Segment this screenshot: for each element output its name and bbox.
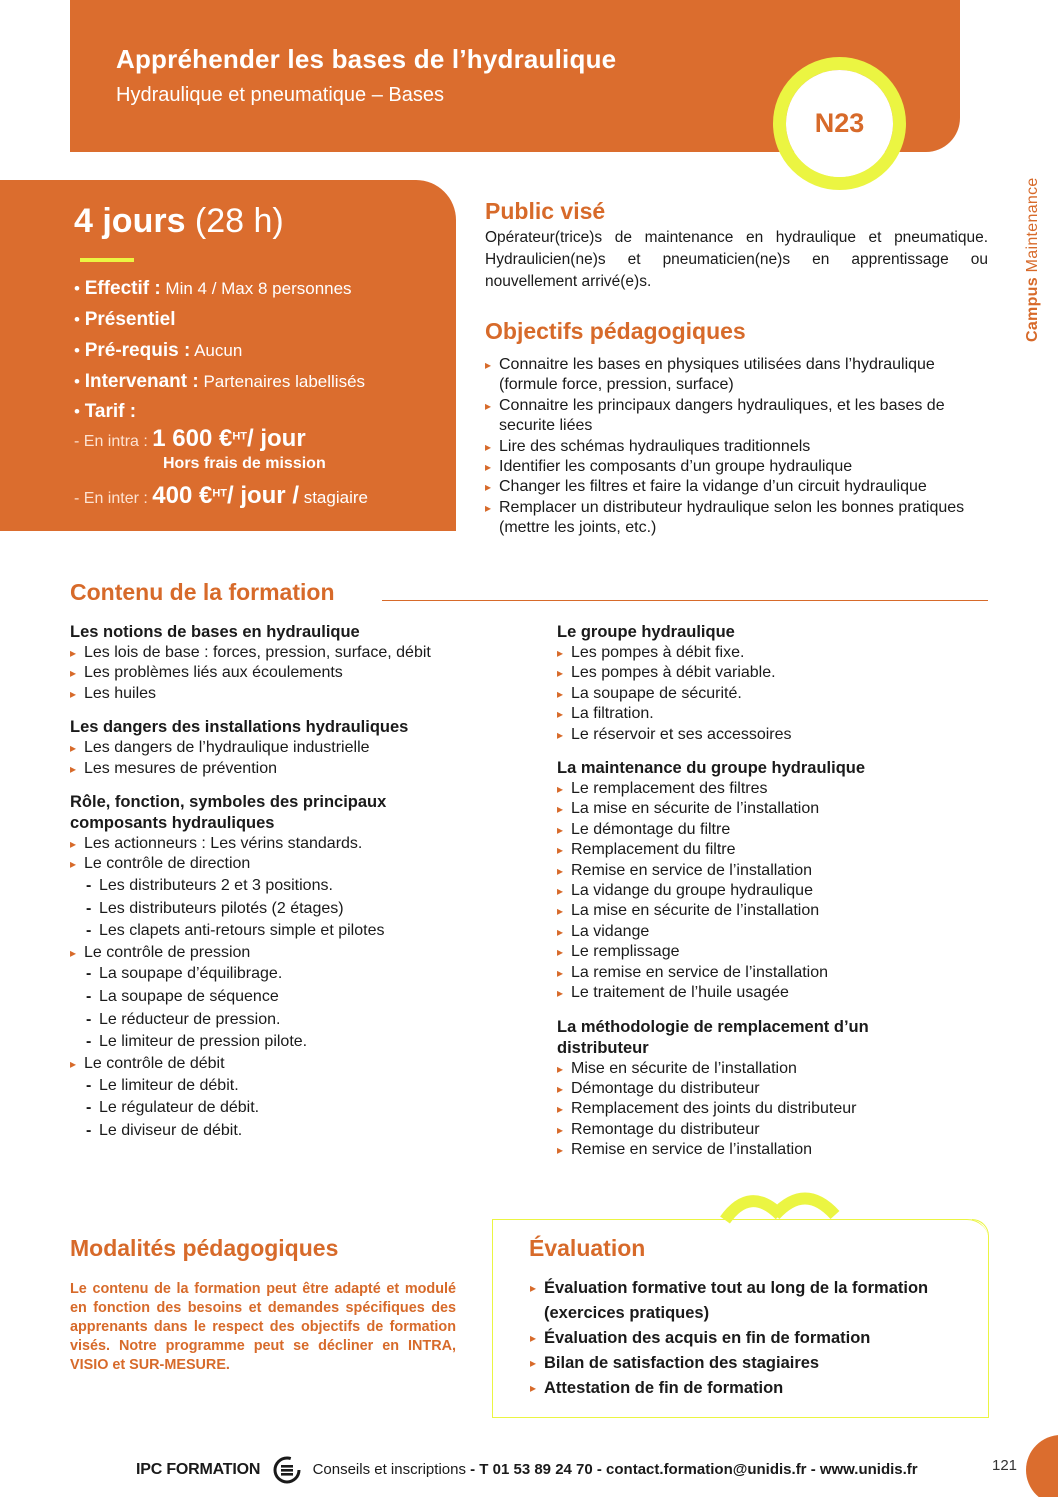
list-item: ▸ La mise en sécurite de l’installation	[557, 901, 987, 921]
list-item: - Le limiteur de débit.	[86, 1075, 500, 1098]
contenu-left-column	[70, 622, 500, 1143]
course-subtitle: Hydraulique et pneumatique – Bases	[116, 84, 444, 106]
objectifs-title: Objectifs pédagogiques	[485, 318, 746, 344]
list-item: - Le diviseur de débit.	[86, 1120, 500, 1143]
list-item: ▸ Remplacement des joints du distributeur	[557, 1099, 987, 1119]
course-info-box	[0, 180, 456, 531]
list-item: ▸ Le remplissage	[557, 942, 987, 962]
footer	[136, 1455, 918, 1485]
list-item: ▸ Lire des schémas hydrauliques traditionnels	[485, 437, 990, 457]
course-title: Appréhender les bases de l’hydraulique	[116, 44, 617, 74]
brand-name: IPC FORMATION	[136, 1460, 261, 1478]
methodo-list	[557, 1059, 987, 1161]
list-item: ▸ Attestation de fin de formation	[530, 1376, 970, 1401]
evaluation-list	[530, 1276, 970, 1401]
list-item: ▸ Remplacement du filtre	[557, 840, 987, 860]
list-item: ▸ Le démontage du filtre	[557, 820, 987, 840]
direction-sublist	[70, 875, 500, 943]
list-item: ▸ Le contrôle de direction	[70, 854, 500, 874]
list-item: ▸ Remplacer un distributeur hydraulique selon les bonnes pratiques (mettre les joints, etc.)	[485, 498, 990, 539]
contenu-right-column	[557, 622, 987, 1161]
list-item: ▸ Le contrôle de pression	[70, 943, 500, 963]
list-item: ▸ Le remplacement des filtres	[557, 779, 987, 799]
list-item: ▸ Les pompes à débit fixe.	[557, 643, 987, 663]
list-item: ▸ Les mesures de prévention	[70, 759, 500, 779]
groupe-list	[557, 643, 987, 745]
list-item: - La soupape d’équilibrage.	[86, 963, 500, 986]
duration: 4 jours (28 h)	[74, 202, 284, 240]
list-item: ▸ Les huiles	[70, 684, 500, 704]
presentiel-line: • Présentiel	[74, 309, 176, 330]
list-item: ▸ Les lois de base : forces, pression, surface, débit	[70, 643, 500, 663]
list-item: - Le limiteur de pression pilote.	[86, 1031, 500, 1054]
list-item: ▸ Évaluation formative tout au long de la formation (exercices pratiques)	[530, 1276, 970, 1326]
list-item: - Les distributeurs pilotés (2 étages)	[86, 898, 500, 921]
objectifs-list	[485, 355, 990, 539]
intervenant-line: • Intervenant : Partenaires labellisés	[74, 371, 366, 392]
list-item: ▸ Le traitement de l’huile usagée	[557, 983, 987, 1003]
list-item: - Les distributeurs 2 et 3 positions.	[86, 875, 500, 898]
inter-price-line: - En inter : 400 €$^{HT}$/ jour / stagiaire	[74, 482, 368, 509]
subheading: Rôle, fonction, symboles des principaux composants hydrauliques	[70, 793, 387, 833]
list-item: ▸ Mise en sécurite de l’installation	[557, 1059, 987, 1079]
subheading: La méthodologie de remplacement d’un distributeur	[557, 1017, 869, 1057]
list-item: ▸ Les actionneurs : Les vérins standards.	[70, 834, 500, 854]
subheading: La maintenance du groupe hydraulique	[557, 759, 866, 778]
prerequis-line: • Pré-requis : Aucun	[74, 340, 243, 361]
list-item: ▸ La vidange	[557, 922, 987, 942]
debit-list	[70, 1054, 500, 1074]
subheading: Les notions de bases en hydraulique	[70, 623, 360, 641]
list-item: ▸ Démontage du distributeur	[557, 1079, 987, 1099]
tarif-line: • Tarif :	[74, 401, 137, 422]
effectif-line: • Effectif : Min 4 / Max 8 personnes	[74, 278, 352, 299]
list-item: ▸ Les pompes à débit variable.	[557, 663, 987, 683]
list-item: ▸ Changer les filtres et faire la vidange d’un circuit hydraulique	[485, 477, 990, 497]
modalites-title: Modalités pédagogiques	[70, 1235, 339, 1261]
list-item: ▸ La mise en sécurite de l’installation	[557, 799, 987, 819]
list-item: ▸ La remise en service de l’installation	[557, 963, 987, 983]
public-text: Opérateur(trice)s de maintenance en hydraulique et pneumatique. Hydraulicien(ne)s et pneumaticien(ne)s en apprentissage ou nouvellement arrivé(e)s.	[485, 229, 988, 290]
role-list	[70, 834, 500, 875]
list-item: ▸ Le réservoir et ses accessoires	[557, 725, 987, 745]
accent-bar	[80, 258, 134, 262]
contenu-title: Contenu de la formation	[70, 579, 335, 605]
evaluation-box-corner	[972, 1219, 989, 1418]
pression-sublist	[70, 963, 500, 1054]
list-item: ▸ Les problèmes liés aux écoulements	[70, 663, 500, 683]
list-item: - Le réducteur de pression.	[86, 1009, 500, 1032]
page-number: 121	[992, 1457, 1018, 1474]
list-item: ▸ Remise en service de l’installation	[557, 1140, 987, 1160]
evaluation-title: Évaluation	[529, 1235, 646, 1261]
section-divider	[382, 600, 988, 601]
course-code: N23	[814, 108, 865, 138]
list-item: ▸ Le contrôle de débit	[70, 1054, 500, 1074]
maintenance-list	[557, 779, 987, 1003]
list-item: ▸ Les dangers de l’hydraulique industrielle	[70, 738, 500, 758]
list-item: ▸ La vidange du groupe hydraulique	[557, 881, 987, 901]
corner-decoration	[1026, 1435, 1058, 1497]
subheading: Le groupe hydraulique	[557, 623, 735, 641]
list-item: - Le régulateur de débit.	[86, 1097, 500, 1120]
subheading: Les dangers des installations hydrauliques	[70, 718, 409, 737]
footer-label: Conseils et inscriptions	[312, 1460, 471, 1478]
footer-contact: - T 01 53 89 24 70 - contact.formation@unidis.fr - www.unidis.fr	[470, 1460, 918, 1478]
public-title: Public visé	[485, 198, 606, 224]
list-item: ▸ Remise en service de l’installation	[557, 861, 987, 881]
ipc-logo-icon	[272, 1455, 302, 1485]
hors-frais: Hors frais de mission	[163, 455, 326, 472]
list-item: ▸ Identifier les composants d’un groupe hydraulique	[485, 457, 990, 477]
list-item: ▸ Connaitre les bases en physiques utilisées dans l’hydraulique (formule force, pression, surface)	[485, 355, 990, 396]
list-item: - Les clapets anti-retours simple et pilotes	[86, 920, 500, 943]
campus-side-label: Campus Maintenance	[1024, 177, 1041, 342]
pression-list	[70, 943, 500, 963]
list-item: - La soupape de séquence	[86, 986, 500, 1009]
list-item: ▸ La soupape de sécurité.	[557, 684, 987, 704]
list-item: ▸ Évaluation des acquis en fin de formation	[530, 1326, 970, 1351]
list-item: ▸ Remontage du distributeur	[557, 1120, 987, 1140]
list-item: ▸ La filtration.	[557, 704, 987, 724]
intra-price-line: - En intra : 1 600 €$^{HT}$/ jour	[74, 425, 306, 452]
debit-sublist	[70, 1075, 500, 1143]
list-item: ▸ Bilan de satisfaction des stagiaires	[530, 1351, 970, 1376]
modalites-text: Le contenu de la formation peut être adapté et modulé en fonction des besoins et demandes spécifiques des apprenants dans le respect des objectifs de formation visés. Notre programme peut se décliner en INTRA, VISIO et SUR-MESURE.	[70, 1281, 456, 1373]
list-item: ▸ Connaitre les principaux dangers hydrauliques, et les bases de securite liées	[485, 396, 990, 437]
notions-list	[70, 643, 500, 704]
dangers-list	[70, 738, 500, 779]
